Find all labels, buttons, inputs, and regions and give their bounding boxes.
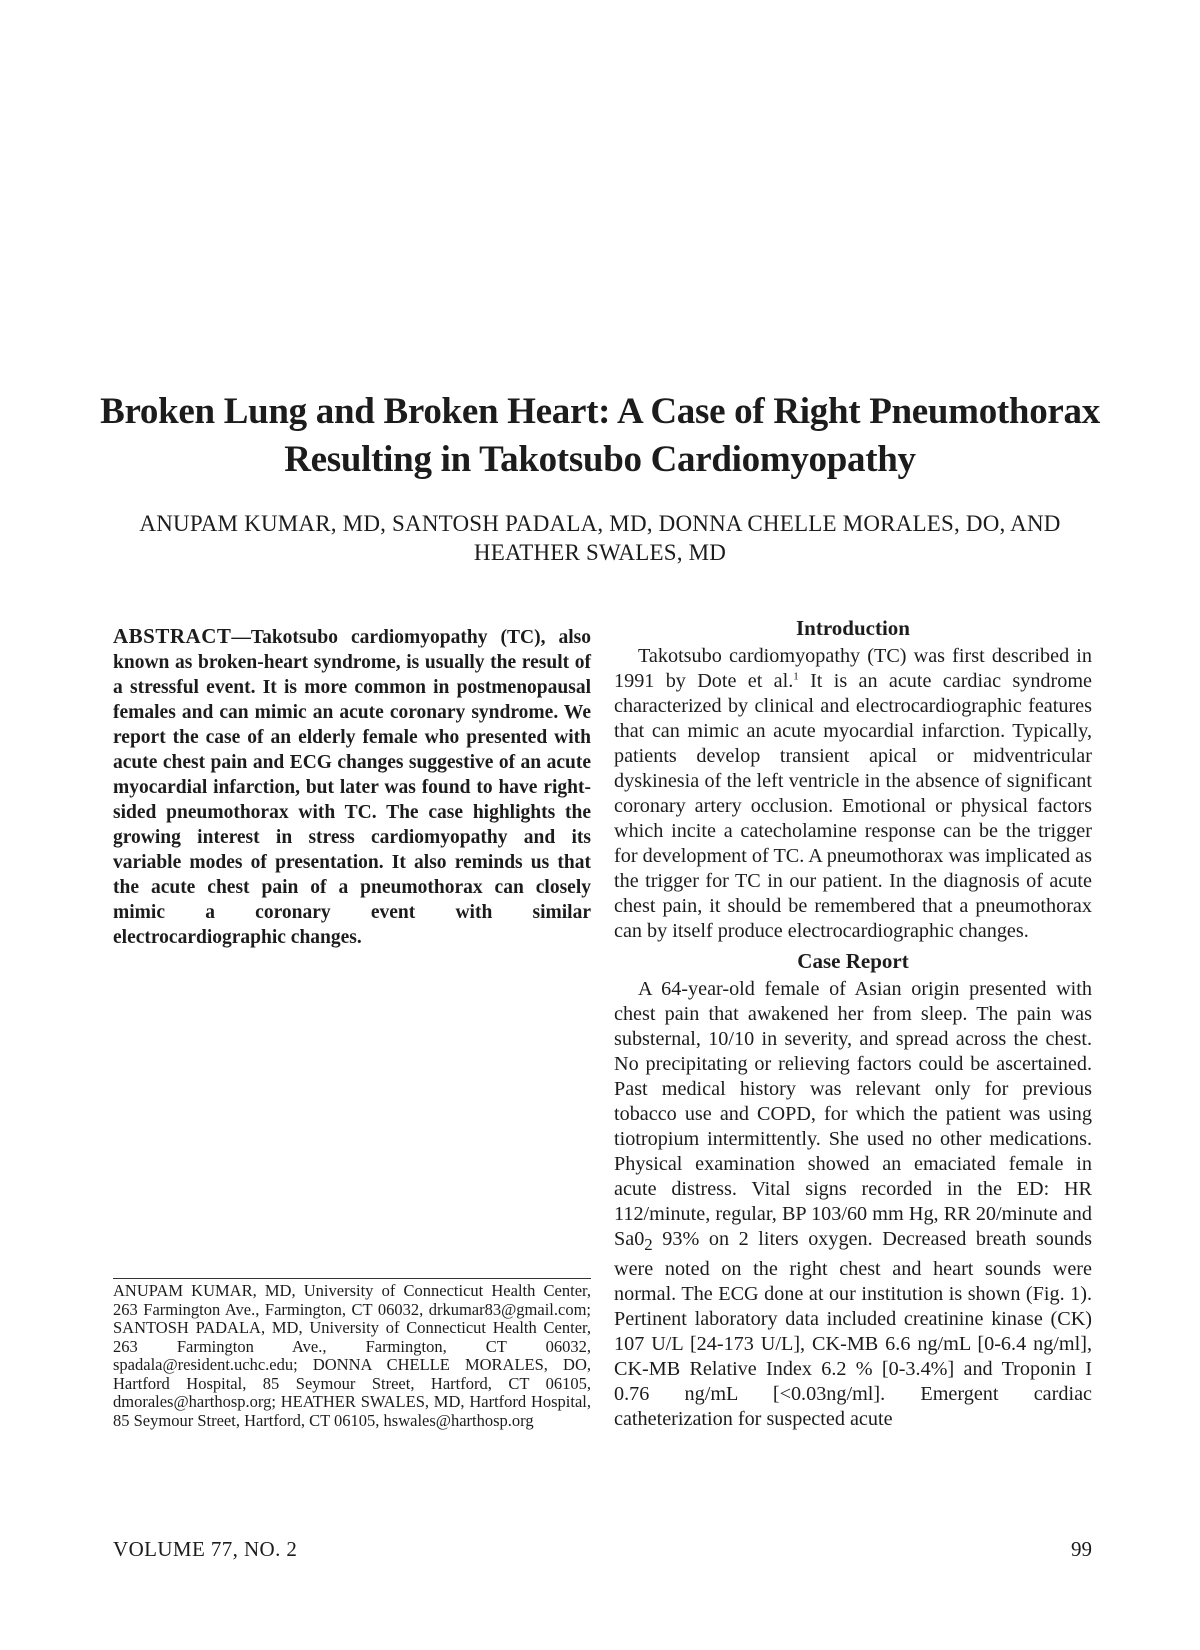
author-list: ANUPAM KUMAR, MD, SANTOSH PADALA, MD, DONNA CHELLE MORALES, DO, AND HEATHER SWALES, MD bbox=[139, 511, 1061, 565]
introduction-heading: Introduction bbox=[796, 616, 910, 640]
case-report-text-start: A 64-year-old female of Asian origin presented with chest pain that awakened her from sleep. The pain was substernal, 10/10 in severity, and spread across the chest. No precipitating or relieving factors could be ascertained. Past medical history was relevant only for previous tobacco use and COPD, for which the patient was using tiotropium intermittently. She used no other medications. Physical examination showed an emaciated female in acute distress. Vital signs recorded in the ED: HR 112/minute, regular, BP 103/60 mm Hg, RR 20/minute and Sa0 bbox=[614, 978, 1092, 1250]
article-title: Broken Lung and Broken Heart: A Case of Right Pneumothorax Resulting in Takotsubo Cardiomyopathy bbox=[100, 391, 1100, 480]
right-column bbox=[614, 614, 1092, 1432]
author-affiliations: ANUPAM KUMAR, MD, University of Connecticut Health Center, 263 Farmington Ave., Farmington, CT 06032, drkumar83@gmail.com; SANTOSH PADALA, MD, University of Connecticut Health Center, 263 Farmington Ave., Farmington, CT 06032, spadala@resident.uchc.edu; DONNA CHELLE MORALES, DO, Hartford Hospital, 85 Seymour Street, Hartford, CT 06105, dmorales@harthosp.org; HEATHER SWALES, MD, Hartford Hospital, 85 Seymour Street, Hartford, CT 06105, hswales@harthosp.org bbox=[113, 1281, 591, 1430]
oxygen-subscript: 2 bbox=[644, 1235, 653, 1255]
introduction-text-start: Takotsubo cardiomyopathy (TC) was first described in 1991 by Dote et al. bbox=[614, 645, 1092, 692]
footnote-divider bbox=[113, 1278, 591, 1279]
abstract bbox=[113, 624, 591, 950]
citation-reference: 1 bbox=[793, 670, 799, 683]
introduction-paragraph bbox=[614, 644, 1092, 944]
case-report-paragraph bbox=[614, 977, 1092, 1432]
case-report-heading: Case Report bbox=[797, 949, 909, 973]
introduction-text-end: It is an acute cardiac syndrome characterized by clinical and electrocardiographic features that can mimic an acute myocardial infarction. Typically, patients develop transient apical or midventricular dyskinesia of the left ventricle in the absence of significant coronary artery occlusion. Emotional or physical factors which incite a catecholamine response can be the trigger for development of TC. A pneumothorax was implicated as the trigger for TC in our patient. In the diagnosis of acute chest pain, it should be remembered that a pneumothorax can by itself produce electrocardiographic changes. bbox=[614, 670, 1092, 942]
volume-info: VOLUME 77, NO. 2 bbox=[113, 1537, 298, 1561]
case-report-text-end: 93% on 2 liters oxygen. Decreased breath sounds were noted on the right chest and heart sounds were normal. The ECG done at our institution is shown (Fig. 1). Pertinent laboratory data included creatinine kinase (CK) 107 U/L [24-173 U/L], CK-MB 6.6 ng/mL [0-6.4 ng/ml], CK-MB Relative Index 6.2 % [0-3.4%] and Troponin I 0.76 ng/mL [<0.03ng/ml]. Emergent cardiac catheterization for suspected acute bbox=[614, 1228, 1092, 1431]
abstract-label: ABSTRACT bbox=[113, 624, 232, 648]
page-number: 99 bbox=[1071, 1537, 1092, 1561]
abstract-text: —Takotsubo cardiomyopathy (TC), also known as broken-heart syndrome, is usually the result of a stressful event. It is more common in postmenopausal females and can mimic an acute coronary syndrome. We report the case of an elderly female who presented with acute chest pain and ECG changes suggestive of an acute myocardial infarction, but later was found to have right-sided pneumothorax with TC. The case highlights the growing interest in stress cardiomyopathy and its variable modes of presentation. It also reminds us that the acute chest pain of a pneumothorax can closely mimic a coronary event with similar electrocardiographic changes. bbox=[113, 627, 591, 948]
